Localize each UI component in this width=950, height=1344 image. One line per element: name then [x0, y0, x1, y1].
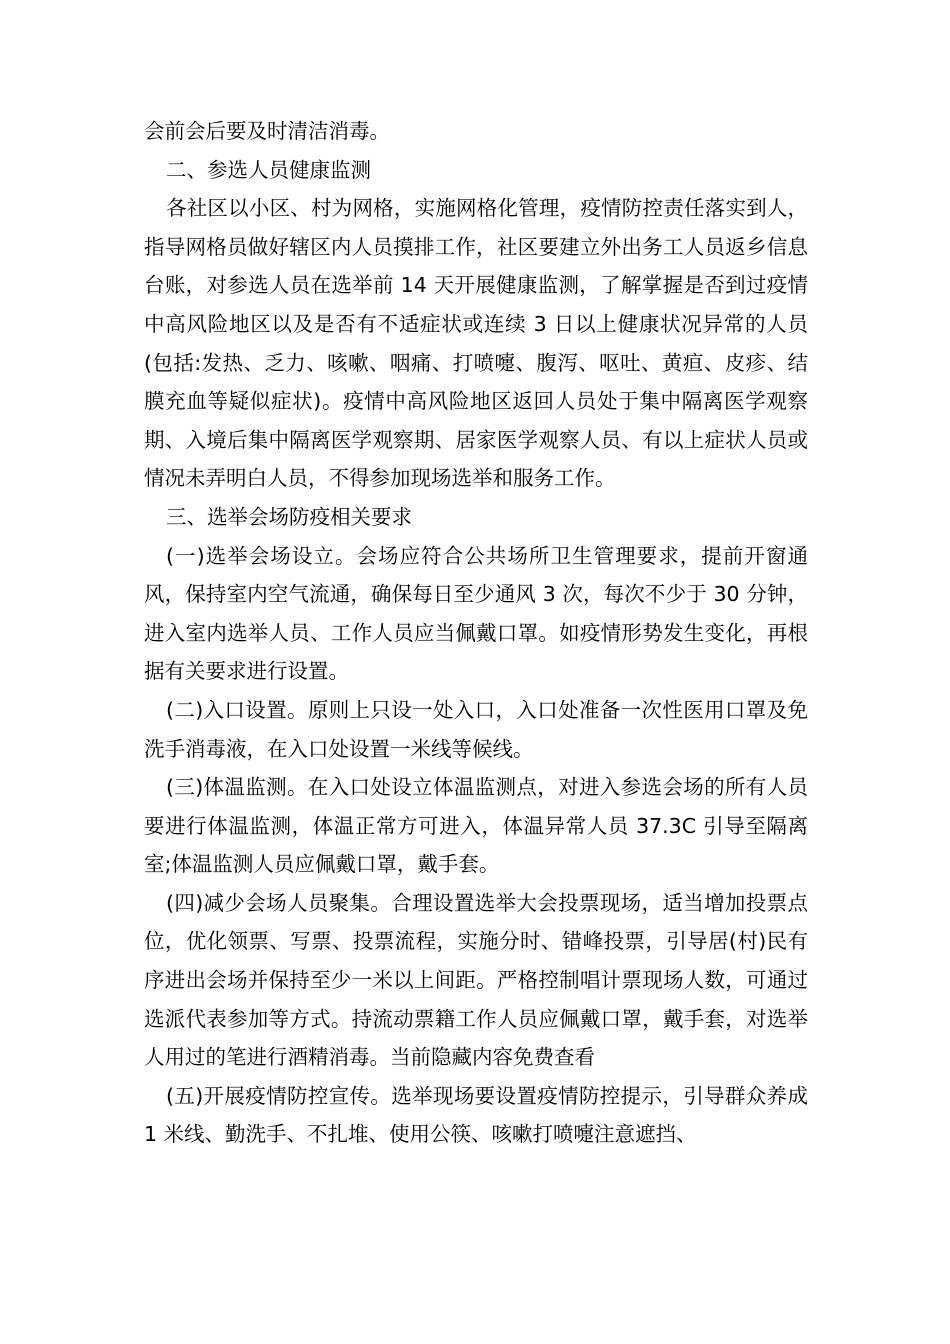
section-heading-health-monitoring: 二、参选人员健康监测 — [166, 157, 371, 182]
section-heading-venue-requirements: 三、选举会场防疫相关要求 — [166, 504, 412, 529]
paragraph-health-monitoring: 各社区以小区、村为网格，实施网格化管理，疫情防控责任落实到人，指导网格员做好辖区内人员摸排工作，社区要建立外出务工人员返乡信息台账，对参选人员在选举前 14 天开展健康监测，了解掌握是否到过疫情中高风险地区以及是否有不适症状或连续 3 日以上健康状况异常的人员(包括:发热、乏力、咳嗽、咽痛、打喷嚏、腹泻、呕吐、黄疸、皮疹、结膜充血等疑似症状)。疫情中高风险地区返回人员处于集中隔离医学观察期、入境后集中隔离医学观察期、居家医学观察人员、有以上症状人员或情况未弄明白人员，不得参加现场选举和服务工作。 — [144, 196, 808, 491]
paragraph-temperature-check: (三)体温监测。在入口处设立体温监测点，对进入参选会场的所有人员要进行体温监测，体温正常方可进入，体温异常人员 37.3C 引导至隔离室;体温监测人员应佩戴口罩，戴手套。 — [144, 775, 808, 877]
paragraph-venue-setup: (一)选举会场设立。会场应符合公共场所卫生管理要求，提前开窗通风，保持室内空气流通，确保每日至少通风 3 次，每次不少于 30 分钟，进入室内选举人员、工作人员应当佩戴口罩。如疫情形势发生变化，再根据有关要求进行设置。 — [144, 543, 808, 684]
paragraph-continuation: 会前会后要及时清洁消毒。 — [144, 119, 390, 143]
paragraph-entrance-setup: (二)入口设置。原则上只设一处入口，入口处准备一次性医用口罩及免洗手消毒液，在入口处设置一米线等候线。 — [144, 697, 808, 761]
paragraph-reduce-gathering: (四)减少会场人员聚集。合理设置选举大会投票现场，适当增加投票点位，优化领票、写票、投票流程，实施分时、错峰投票，引导居(村)民有序进出会场并保持至少一米以上间距。严格控制唱计票现场人数，可通过选派代表参加等方式。持流动票籍工作人员应佩戴口罩，戴手套，对选举人用过的笔进行酒精消毒。当前隐藏内容免费查看 — [144, 890, 808, 1070]
document-body — [144, 112, 808, 1154]
paragraph-prevention-publicity: (五)开展疫情防控宣传。选举现场要设置疫情防控提示，引导群众养成 1 米线、勤洗手、不扎堆、使用公筷、咳嗽打喷嚏注意遮挡、 — [144, 1083, 808, 1147]
